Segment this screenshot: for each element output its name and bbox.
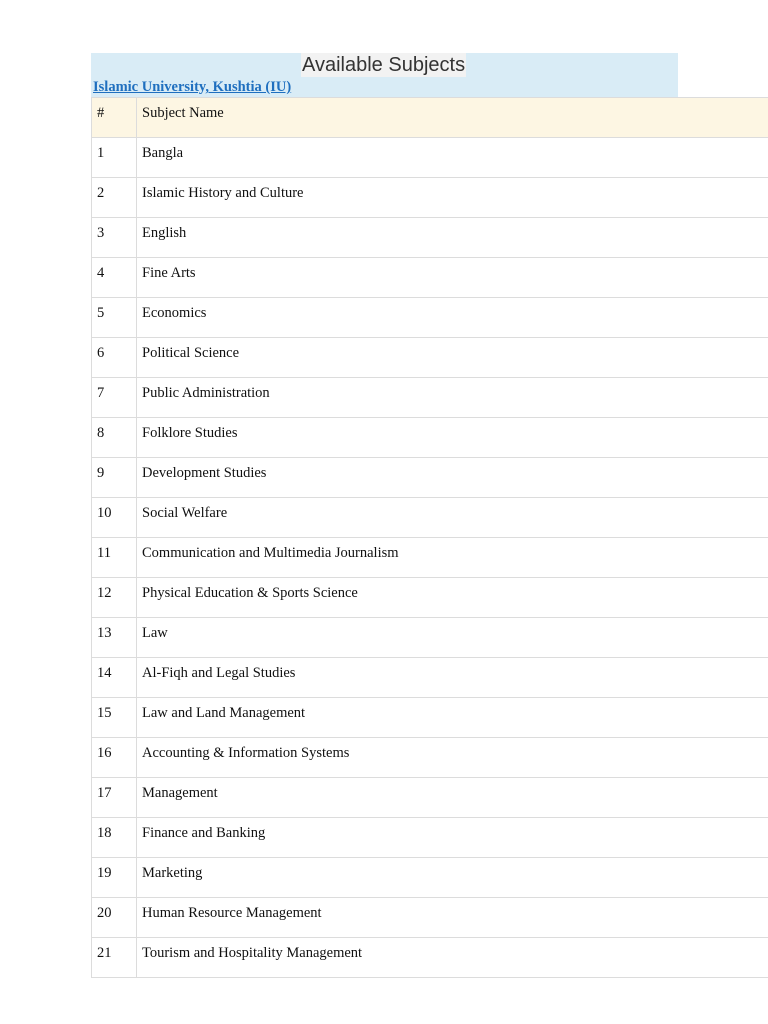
table-row — [92, 538, 768, 578]
subject-name: Human Resource Management — [137, 898, 768, 938]
table-row — [92, 858, 768, 898]
table-row — [92, 818, 768, 858]
row-number: 2 — [92, 178, 137, 218]
subject-name: Marketing — [137, 858, 768, 898]
row-number: 8 — [92, 418, 137, 458]
table-row — [92, 618, 768, 658]
subject-name: Accounting & Information Systems — [137, 738, 768, 778]
subject-name: Tourism and Hospitality Management — [137, 938, 768, 978]
subject-name: Folklore Studies — [137, 418, 768, 458]
subject-name: Law — [137, 618, 768, 658]
subject-name: Physical Education & Sports Science — [137, 578, 768, 618]
table-row — [92, 778, 768, 818]
row-number: 14 — [92, 658, 137, 698]
page-title: Available Subjects — [302, 54, 466, 76]
subject-name: Fine Arts — [137, 258, 768, 298]
row-number: 17 — [92, 778, 137, 818]
table-body — [92, 138, 768, 978]
row-number: 12 — [92, 578, 137, 618]
table-row — [92, 938, 768, 978]
row-number: 6 — [92, 338, 137, 378]
table-row — [92, 458, 768, 498]
table-row — [92, 658, 768, 698]
row-number: 13 — [92, 618, 137, 658]
subject-name: Social Welfare — [137, 498, 768, 538]
subject-name: English — [137, 218, 768, 258]
column-header-number: # — [92, 98, 137, 138]
table-row — [92, 378, 768, 418]
subject-name: Islamic History and Culture — [137, 178, 768, 218]
table-row — [92, 338, 768, 378]
table-row — [92, 418, 768, 458]
subject-name: Communication and Multimedia Journalism — [137, 538, 768, 578]
row-number: 19 — [92, 858, 137, 898]
subject-name: Economics — [137, 298, 768, 338]
table-row — [92, 218, 768, 258]
table-row — [92, 178, 768, 218]
table-row — [92, 698, 768, 738]
subject-name: Management — [137, 778, 768, 818]
row-number: 21 — [92, 938, 137, 978]
table-row — [92, 138, 768, 178]
table-row — [92, 578, 768, 618]
row-number: 7 — [92, 378, 137, 418]
column-header-subject-name: Subject Name — [137, 98, 768, 138]
subject-name: Political Science — [137, 338, 768, 378]
row-number: 9 — [92, 458, 137, 498]
row-number: 11 — [92, 538, 137, 578]
table-row — [92, 498, 768, 538]
subject-name: Finance and Banking — [137, 818, 768, 858]
subject-name: Development Studies — [137, 458, 768, 498]
subject-name: Bangla — [137, 138, 768, 178]
subjects-table — [91, 97, 768, 978]
subject-name: Al-Fiqh and Legal Studies — [137, 658, 768, 698]
row-number: 4 — [92, 258, 137, 298]
subject-name: Law and Land Management — [137, 698, 768, 738]
row-number: 1 — [92, 138, 137, 178]
row-number: 20 — [92, 898, 137, 938]
table-row — [92, 738, 768, 778]
table-header-row — [92, 98, 768, 138]
row-number: 15 — [92, 698, 137, 738]
table-row — [92, 898, 768, 938]
table-row — [92, 298, 768, 338]
row-number: 18 — [92, 818, 137, 858]
row-number: 16 — [92, 738, 137, 778]
row-number: 5 — [92, 298, 137, 338]
row-number: 10 — [92, 498, 137, 538]
subject-name: Public Administration — [137, 378, 768, 418]
table-row — [92, 258, 768, 298]
row-number: 3 — [92, 218, 137, 258]
university-link[interactable]: Islamic University, Kushtia (IU) — [93, 79, 292, 95]
